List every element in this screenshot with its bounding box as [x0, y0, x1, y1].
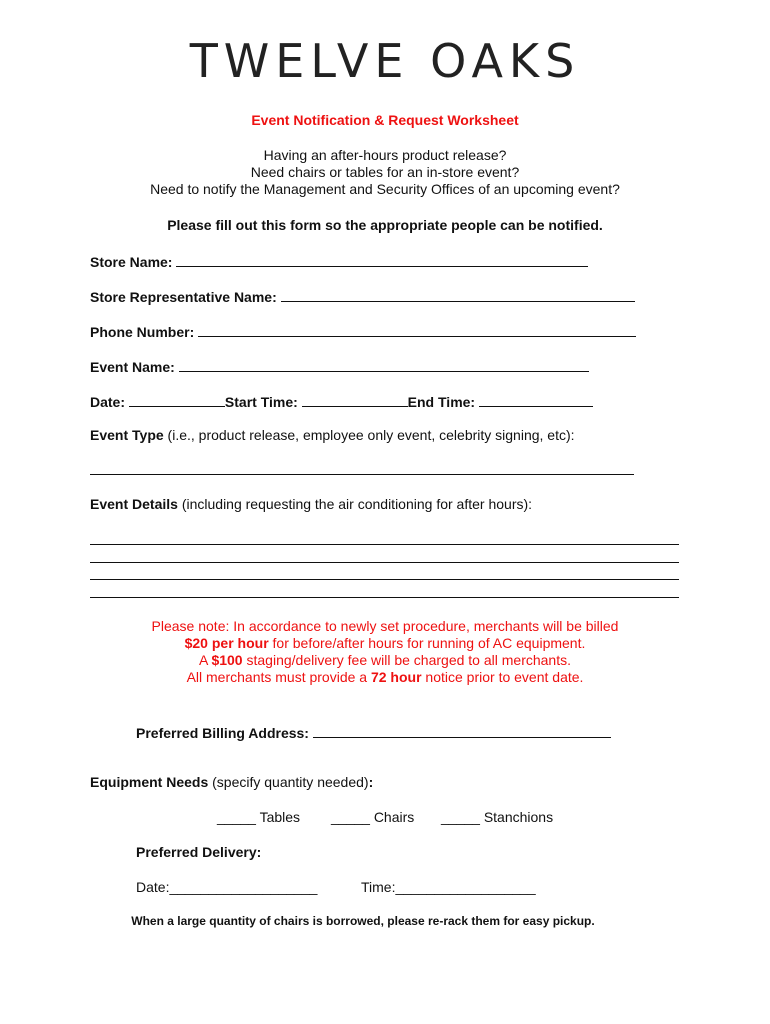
- phone-row: [90, 322, 636, 340]
- equipment-label: Equipment Needs: [90, 774, 209, 790]
- delivery-label: Preferred Delivery:: [136, 844, 262, 860]
- event-name-field[interactable]: [179, 357, 589, 372]
- billing-row: [136, 723, 611, 741]
- store-name-row: [90, 252, 588, 270]
- delivery-date-field[interactable]: Date:___________________: [136, 879, 318, 895]
- store-name-label: Store Name:: [90, 254, 173, 270]
- event-type-field[interactable]: [90, 474, 634, 475]
- delivery-time-field[interactable]: Time:__________________: [361, 879, 536, 895]
- intro-line-3: Need to notify the Management and Security Offices of an upcoming event?: [150, 181, 620, 197]
- event-details-line-1[interactable]: [90, 544, 679, 545]
- end-time-field[interactable]: [479, 392, 593, 407]
- billing-field[interactable]: [313, 723, 611, 738]
- equipment-colon: :: [368, 774, 374, 790]
- notice-line-1: Please note: In accordance to newly set procedure, merchants will be billed: [151, 618, 619, 634]
- tables-field[interactable]: _____ Tables: [217, 809, 301, 825]
- store-name-field[interactable]: [176, 252, 588, 267]
- event-type-label: Event Type: [90, 427, 164, 443]
- notice-line-4-pre: All merchants must provide a: [186, 669, 371, 685]
- notice-line-4: [0, 669, 770, 685]
- date-time-row: [90, 392, 593, 410]
- billing-label: Preferred Billing Address:: [136, 725, 309, 741]
- date-field[interactable]: [129, 392, 225, 407]
- notice-line-2: [0, 635, 770, 651]
- event-name-label: Event Name:: [90, 359, 175, 375]
- notice-hours: 72 hour: [370, 669, 422, 685]
- store-rep-label: Store Representative Name:: [90, 289, 277, 305]
- event-type-row: [90, 427, 575, 443]
- event-details-row: [90, 496, 532, 512]
- twelve-oaks-logo: TWELVE OAKS: [189, 34, 581, 88]
- notice-line-3-pre: A: [198, 652, 212, 668]
- equipment-row: [90, 774, 373, 790]
- notice-fee: $100: [211, 652, 243, 668]
- end-time-label: End Time:: [407, 394, 476, 410]
- intro-line-1: Having an after-hours product release?: [263, 147, 507, 163]
- equipment-hint: (specify quantity needed): [212, 774, 369, 790]
- notice-line-2-text: for before/after hours for running of AC equipment.: [268, 635, 586, 651]
- phone-field[interactable]: [198, 322, 636, 337]
- start-time-field[interactable]: [302, 392, 408, 407]
- store-rep-field[interactable]: [281, 287, 635, 302]
- event-details-hint: (including requesting the air conditioning for after hours):: [181, 496, 533, 512]
- event-type-hint: (i.e., product release, employee only event, celebrity signing, etc):: [167, 427, 575, 443]
- notice-line-4-text: notice prior to event date.: [421, 669, 584, 685]
- chairs-field[interactable]: _____ Chairs: [331, 809, 415, 825]
- notice-rate: $20 per hour: [184, 635, 269, 651]
- event-details-line-4[interactable]: [90, 597, 679, 598]
- event-details-line-2[interactable]: [90, 562, 679, 563]
- event-details-label: Event Details: [90, 496, 178, 512]
- notice-line-3: [0, 652, 770, 668]
- stanchions-field[interactable]: _____ Stanchions: [441, 809, 554, 825]
- event-name-row: [90, 357, 589, 375]
- start-time-label: Start Time:: [224, 394, 298, 410]
- store-rep-row: [90, 287, 635, 305]
- event-details-line-3[interactable]: [90, 579, 679, 580]
- intro-line-2: Need chairs or tables for an in-store event?: [250, 164, 520, 180]
- date-label: Date:: [90, 394, 126, 410]
- notice-line-3-text: staging/delivery fee will be charged to all merchants.: [242, 652, 572, 668]
- phone-label: Phone Number:: [90, 324, 195, 340]
- footer-note: When a large quantity of chairs is borrowed, please re-rack them for easy pickup.: [131, 914, 595, 928]
- instruction-text: Please fill out this form so the appropriate people can be notified.: [167, 217, 603, 233]
- page-title: Event Notification & Request Worksheet: [251, 112, 519, 128]
